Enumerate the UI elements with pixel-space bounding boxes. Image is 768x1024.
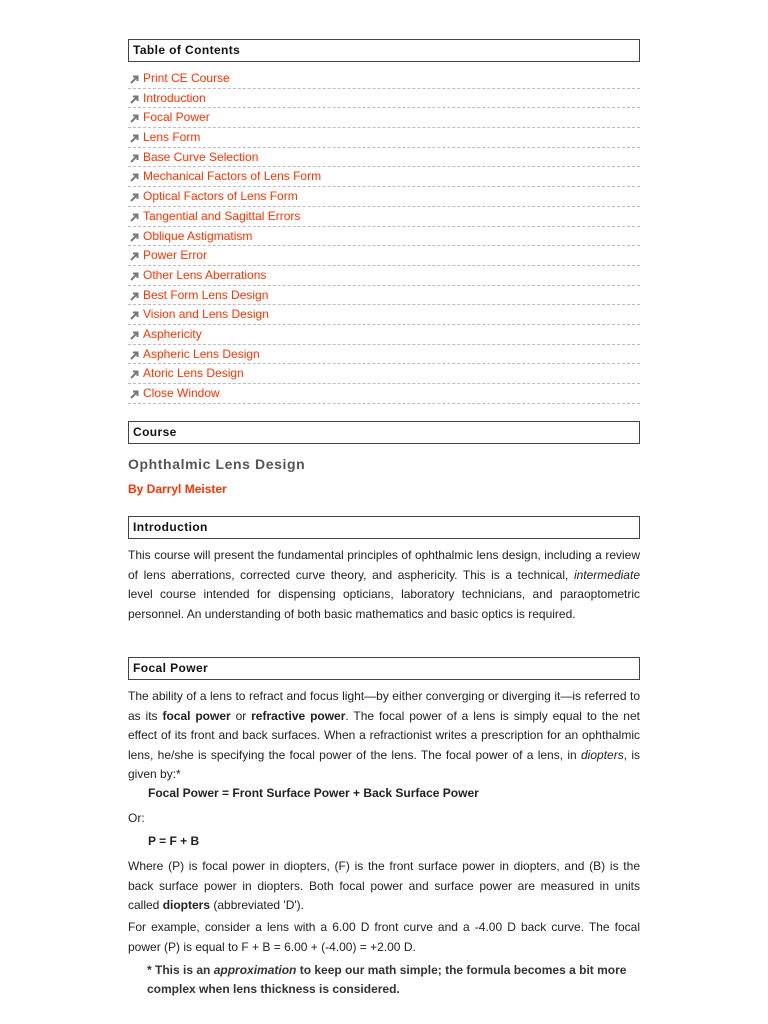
toc-link-base-curve-selection[interactable]: Base Curve Selection (143, 149, 259, 164)
arrow-icon (129, 153, 139, 163)
arrow-icon (129, 369, 139, 379)
toc-link-focal-power[interactable]: Focal Power (143, 110, 210, 125)
toc-link-introduction[interactable]: Introduction (143, 90, 206, 105)
arrow-icon (129, 330, 139, 340)
toc-item[interactable] (128, 128, 640, 148)
focal-power-paragraph (128, 687, 640, 785)
toc-link-close-window[interactable]: Close Window (143, 386, 220, 400)
toc-link-mechanical-factors[interactable]: Mechanical Factors of Lens Form (143, 169, 322, 184)
text-part: , is given by:* (128, 747, 640, 781)
toc-link-tangential-sagittal[interactable]: Tangential and Sagittal Errors (143, 208, 301, 223)
term-diopters: diopters (581, 747, 624, 762)
toc-link-best-form[interactable]: Best Form Lens Design (143, 287, 269, 302)
toc-link-lens-form[interactable]: Lens Form (143, 130, 201, 145)
toc-item[interactable] (128, 207, 640, 227)
approximation-note (147, 961, 640, 999)
arrow-icon (129, 350, 139, 360)
toc-item[interactable] (128, 148, 640, 168)
toc-header: Table of Contents (128, 39, 640, 62)
toc-link-vision-lens-design[interactable]: Vision and Lens Design (143, 307, 269, 322)
formula-pfb: P = F + B (148, 834, 200, 848)
note-emphasis: approximation (213, 963, 297, 977)
arrow-icon (129, 74, 139, 84)
toc-link-other-aberrations[interactable]: Other Lens Aberrations (143, 267, 267, 282)
toc-item[interactable] (128, 69, 640, 89)
arrow-icon (129, 251, 139, 261)
text-part: . The focal power of a lens is simply equal to the net effect of its front and back surfaces. When a refractionist writes a prescription for an ophthalmic lens, he/she is specifying the focal power of the lens. The focal power of a lens, in (128, 708, 640, 762)
text-part: Where (P) is focal power in diopters, (F) is the front surface power in diopters, and (B) is the back surface power in diopters. Both focal power and surface power are measured in units called (128, 859, 640, 912)
toc-item[interactable] (128, 89, 640, 109)
arrow-icon (129, 192, 139, 202)
arrow-icon (129, 172, 139, 182)
toc-link-atoric-lens-design[interactable]: Atoric Lens Design (143, 366, 244, 381)
introduction-header: Introduction (128, 516, 640, 539)
note-part: * This is an (147, 963, 214, 977)
toc-link-aspheric-lens-design[interactable]: Aspheric Lens Design (143, 346, 260, 361)
toc-item[interactable] (128, 246, 640, 266)
term-focal-power: focal power (162, 708, 231, 723)
arrow-icon (129, 94, 139, 104)
example-paragraph: For example, consider a lens with a 6.00 D front curve and a -4.00 D back curve. The focal power (P) is equal to F + B = 6.00 + (-4.00) = +2.00 D. (128, 920, 640, 954)
text-part: (abbreviated 'D'). (210, 898, 304, 912)
toc-list (128, 69, 640, 404)
arrow-icon (129, 389, 139, 399)
toc-link-print-ce-course[interactable]: Print CE Course (143, 71, 230, 85)
text-part: or (230, 708, 252, 723)
formula-focal-power: Focal Power = Front Surface Power + Back Surface Power (148, 786, 479, 800)
toc-item[interactable] (128, 266, 640, 286)
toc-item[interactable] (128, 364, 640, 384)
term-refractive-power: refractive power (251, 708, 346, 723)
definitions-paragraph (128, 857, 640, 916)
toc-link-oblique-astigmatism[interactable]: Oblique Astigmatism (143, 228, 253, 243)
course-author: By Darryl Meister (128, 482, 227, 496)
toc-item[interactable] (128, 325, 640, 345)
focal-power-header: Focal Power (128, 657, 640, 680)
term-diopters-bold: diopters (162, 898, 211, 912)
intro-text-emphasis: intermediate (573, 567, 640, 582)
toc-item[interactable] (128, 384, 640, 404)
note-part: to keep our math simple; the formula becomes a bit more complex when lens thickness is considered. (147, 963, 627, 996)
arrow-icon (129, 212, 139, 222)
toc-link-optical-factors[interactable]: Optical Factors of Lens Form (143, 189, 298, 204)
toc-link-asphericity[interactable]: Asphericity (143, 326, 202, 341)
course-title: Ophthalmic Lens Design (128, 456, 306, 472)
or-text: Or: (128, 811, 145, 825)
toc-item[interactable] (128, 167, 640, 187)
arrow-icon (129, 271, 139, 281)
arrow-icon (129, 310, 139, 320)
intro-text-part: This course will present the fundamental principles of ophthalmic lens design, including a review of lens aberrations, corrected curve theory, and asphericity. This is a technical, (128, 548, 640, 582)
toc-item[interactable] (128, 286, 640, 306)
course-header: Course (128, 421, 640, 444)
intro-text-part: level course intended for dispensing opticians, laboratory technicians, and paraoptometric personnel. An understanding of both basic mathematics and basic optics is required. (128, 587, 640, 621)
toc-item[interactable] (128, 345, 640, 365)
toc-link-power-error[interactable]: Power Error (143, 248, 208, 263)
toc-item[interactable] (128, 187, 640, 207)
arrow-icon (129, 113, 139, 123)
arrow-icon (129, 291, 139, 301)
text-part: The ability of a lens to refract and focus light—by either converging or diverging it—is referred to as its (128, 689, 640, 723)
arrow-icon (129, 133, 139, 143)
introduction-paragraph (128, 546, 640, 624)
arrow-icon (129, 232, 139, 242)
toc-item[interactable] (128, 227, 640, 247)
toc-item[interactable] (128, 305, 640, 325)
toc-item[interactable] (128, 108, 640, 128)
